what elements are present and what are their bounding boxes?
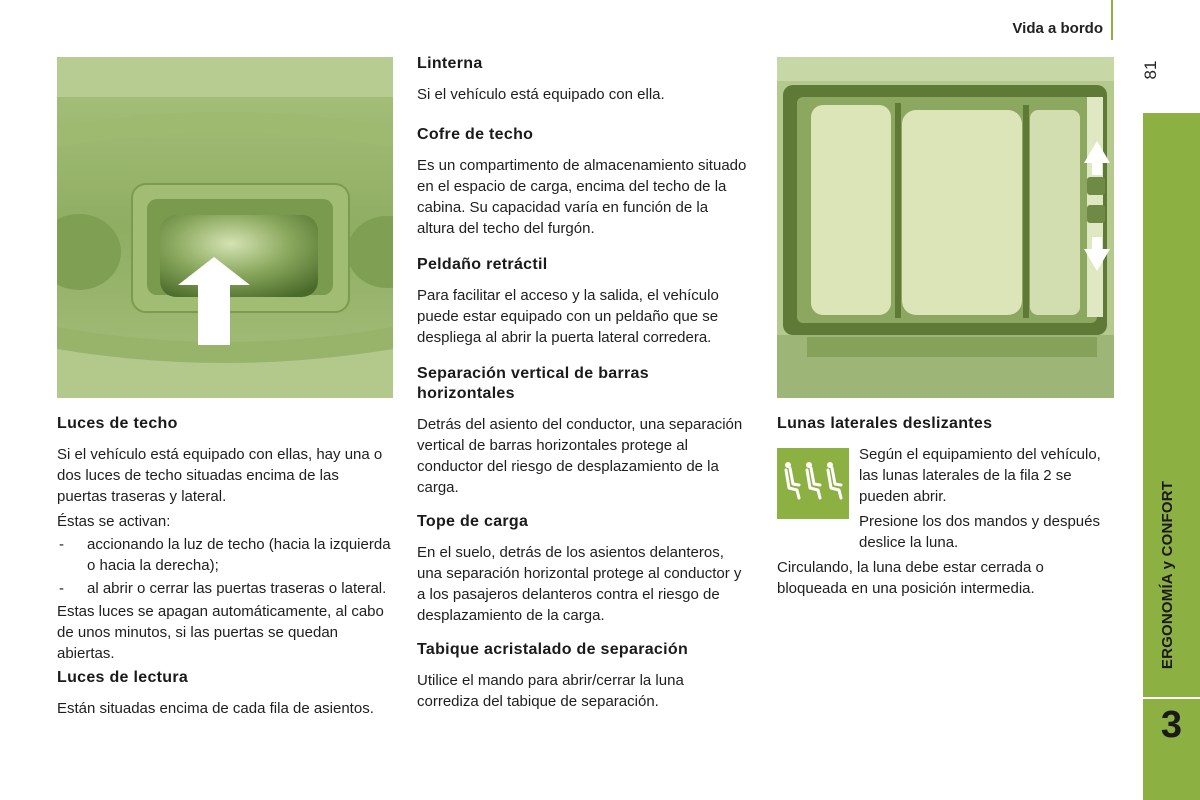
column-left: [57, 414, 393, 719]
sliding-window-illustration: [777, 57, 1114, 398]
section-peldano: [417, 255, 747, 348]
header-rule: [1111, 0, 1113, 40]
heading-tabique: Tabique acristalado de separación: [417, 641, 689, 658]
luces-techo-p2: Éstas se activan:: [57, 513, 171, 530]
bullet-item: - accionando la luz de techo (hacia la izquierda o hacia la derecha);: [57, 534, 393, 576]
linterna-p1: Si el vehículo está equipado con ella.: [417, 86, 665, 103]
separacion-p1: Detrás del asiento del conductor, una separación vertical de barras horizontales protege al conductor del riesgo de desplazamiento de la carga.: [417, 416, 743, 496]
heading-lunas: Lunas laterales deslizantes: [777, 415, 993, 432]
heading-cofre: Cofre de techo: [417, 126, 534, 143]
heading-luces-lectura: Luces de lectura: [57, 669, 189, 686]
seats-drawing: [777, 448, 849, 519]
chapter-title: ERGONOMÍA y CONFORT: [1159, 480, 1176, 670]
ceiling-light-illustration: [57, 57, 393, 398]
bullet-item: - al abrir o cerrar las puertas traseras o lateral.: [57, 578, 393, 599]
sliding-window-drawing: [777, 57, 1114, 398]
luces-techo-p1: Si el vehículo está equipado con ellas, hay una o dos luces de techo situadas encima de las puertas traseras y lateral.: [57, 446, 383, 505]
peldano-p1: Para facilitar el acceso y la salida, el vehículo puede estar equipado con un peldaño que se despliega al abrir la puerta lateral corredera.: [417, 287, 719, 346]
cofre-p1: Es un compartimento de almacenamiento situado en el espacio de carga, encima del techo de la cabina. Su capacidad varía en función de la altura del techo del furgón.: [417, 157, 747, 237]
section-luces-lectura: [57, 668, 393, 719]
ceiling-light-drawing: [57, 57, 393, 398]
column-middle: [417, 54, 747, 726]
section-linterna: [417, 54, 747, 105]
luces-lectura-p1: Están situadas encima de cada fila de asientos.: [57, 700, 374, 717]
heading-linterna: Linterna: [417, 55, 483, 72]
tope-p1: En el suelo, detrás de los asientos delanteros, una separación horizontal protege al conductor y a los pasajeros delanteros contra el riesgo de desplazamiento de la carga.: [417, 544, 742, 624]
luces-techo-bullets: [57, 534, 393, 599]
tabique-p1: Utilice el mando para abrir/cerrar la luna corrediza del tabique de separación.: [417, 672, 684, 710]
heading-peldano: Peldaño retráctil: [417, 256, 548, 273]
section-tabique: [417, 640, 747, 712]
section-title: Vida a bordo: [1012, 20, 1103, 37]
section-separacion: [417, 364, 747, 498]
lunas-p3: Circulando, la luna debe estar cerrada o bloqueada en una posición intermedia.: [777, 559, 1044, 597]
section-cofre: [417, 125, 747, 239]
luces-techo-p3: Estas luces se apagan automáticamente, al cabo de unos minutos, si las puertas se quedan abiertas.: [57, 603, 384, 662]
section-luces-techo: [57, 414, 393, 664]
page-number: 81: [1141, 60, 1160, 80]
heading-luces-techo: Luces de techo: [57, 415, 178, 432]
chapter-number: 3: [1160, 704, 1183, 746]
section-tope: [417, 512, 747, 626]
three-seats-icon: [777, 448, 849, 519]
heading-tope: Tope de carga: [417, 513, 529, 530]
lunas-p2: Presione los dos mandos y después deslice la luna.: [859, 513, 1100, 551]
lunas-p1: Según el equipamiento del vehículo, las lunas laterales de la fila 2 se pueden abrir.: [859, 446, 1101, 505]
heading-separacion: Separación vertical de barras horizontales: [417, 365, 649, 402]
